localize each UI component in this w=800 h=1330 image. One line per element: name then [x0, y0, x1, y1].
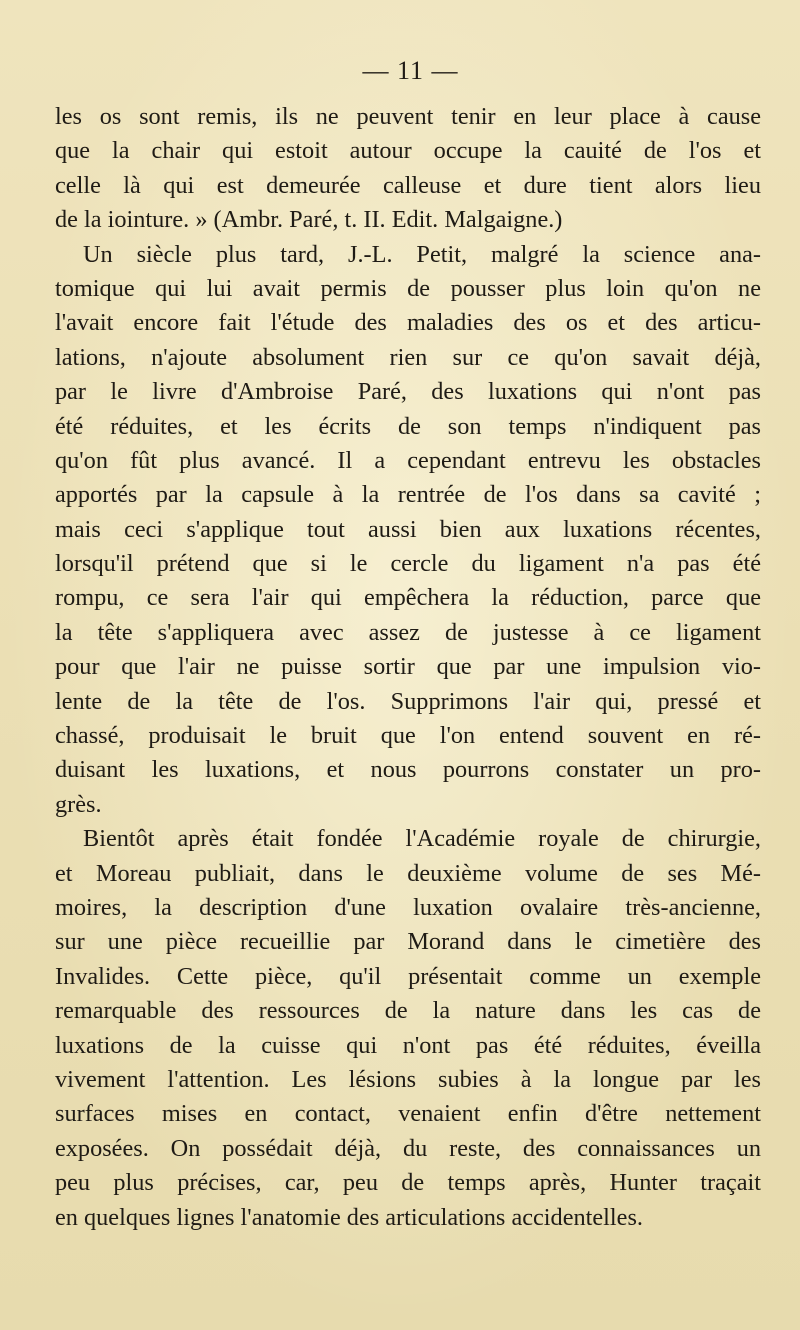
text-line: lente de la tête de l'os. Supprimons l'air qui, pressé et [55, 687, 761, 715]
text-line: qu'on fût plus avancé. Il a cependant entrevu les obstacles [55, 446, 761, 474]
text-line: pour que l'air ne puisse sortir que par une impulsion vio- [55, 653, 761, 681]
text-line: remarquable des ressources de la nature dans les cas de [55, 997, 761, 1025]
text-line: de la iointure. » (Ambr. Paré, t. II. Edit. Malgaigne.) [55, 206, 563, 234]
text-body [55, 100, 761, 1235]
text-line: Bientôt après était fondée l'Académie royale de chirurgie, [83, 825, 761, 853]
text-line: chassé, produisait le bruit que l'on entend souvent en ré- [55, 722, 761, 750]
text-line: sur une pièce recueillie par Morand dans le cimetière des [55, 928, 761, 956]
text-line: Un siècle plus tard, J.-L. Petit, malgré la science ana- [83, 240, 761, 268]
text-line: en quelques lignes l'anatomie des articulations accidentelles. [55, 1203, 643, 1231]
text-line: lorsqu'il prétend que si le cercle du ligament n'a pas été [55, 550, 761, 578]
text-line: les os sont remis, ils ne peuvent tenir en leur place à cause [55, 103, 761, 130]
paragraph-1 [55, 100, 761, 238]
text-line: moires, la description d'une luxation ovalaire très-ancienne, [55, 893, 761, 921]
text-line: que la chair qui estoit autour occupe la cauité de l'os et [55, 137, 761, 165]
text-line: vivement l'attention. Les lésions subies à la longue par les [55, 1065, 761, 1093]
text-line: peu plus précises, car, peu de temps après, Hunter traçait [55, 1169, 761, 1197]
text-line: l'avait encore fait l'étude des maladies des os et des articu- [55, 309, 761, 337]
paragraph-3 [55, 822, 761, 1235]
text-line: et Moreau publiait, dans le deuxième volume de ses Mé- [55, 859, 761, 887]
text-line: été réduites, et les écrits de son temps n'indiquent pas [55, 412, 761, 440]
text-line: mais ceci s'applique tout aussi bien aux luxations récentes, [55, 515, 761, 543]
text-line: duisant les luxations, et nous pourrons constater un pro- [55, 756, 761, 784]
text-line: celle là qui est demeurée calleuse et dure tient alors lieu [55, 171, 761, 199]
paragraph-2 [55, 238, 761, 823]
text-line: la tête s'appliquera avec assez de justesse à ce ligament [55, 618, 761, 646]
text-line: Invalides. Cette pièce, qu'il présentait comme un exemple [55, 962, 761, 990]
text-line: rompu, ce sera l'air qui empêchera la réduction, parce que [55, 584, 761, 612]
text-line: tomique qui lui avait permis de pousser plus loin qu'on ne [55, 274, 761, 302]
page-number: — 11 — [362, 56, 459, 85]
text-line: surfaces mises en contact, venaient enfin d'être nettement [55, 1100, 761, 1128]
text-line: luxations de la cuisse qui n'ont pas été réduites, éveilla [55, 1031, 761, 1059]
text-line: par le livre d'Ambroise Paré, des luxations qui n'ont pas [55, 378, 761, 406]
text-line: lations, n'ajoute absolument rien sur ce qu'on savait déjà, [55, 343, 761, 371]
text-line: apportés par la capsule à la rentrée de l'os dans sa cavité ; [55, 481, 761, 509]
text-line: grès. [55, 790, 102, 818]
text-line: exposées. On possédait déjà, du reste, des connaissances un [55, 1134, 761, 1162]
